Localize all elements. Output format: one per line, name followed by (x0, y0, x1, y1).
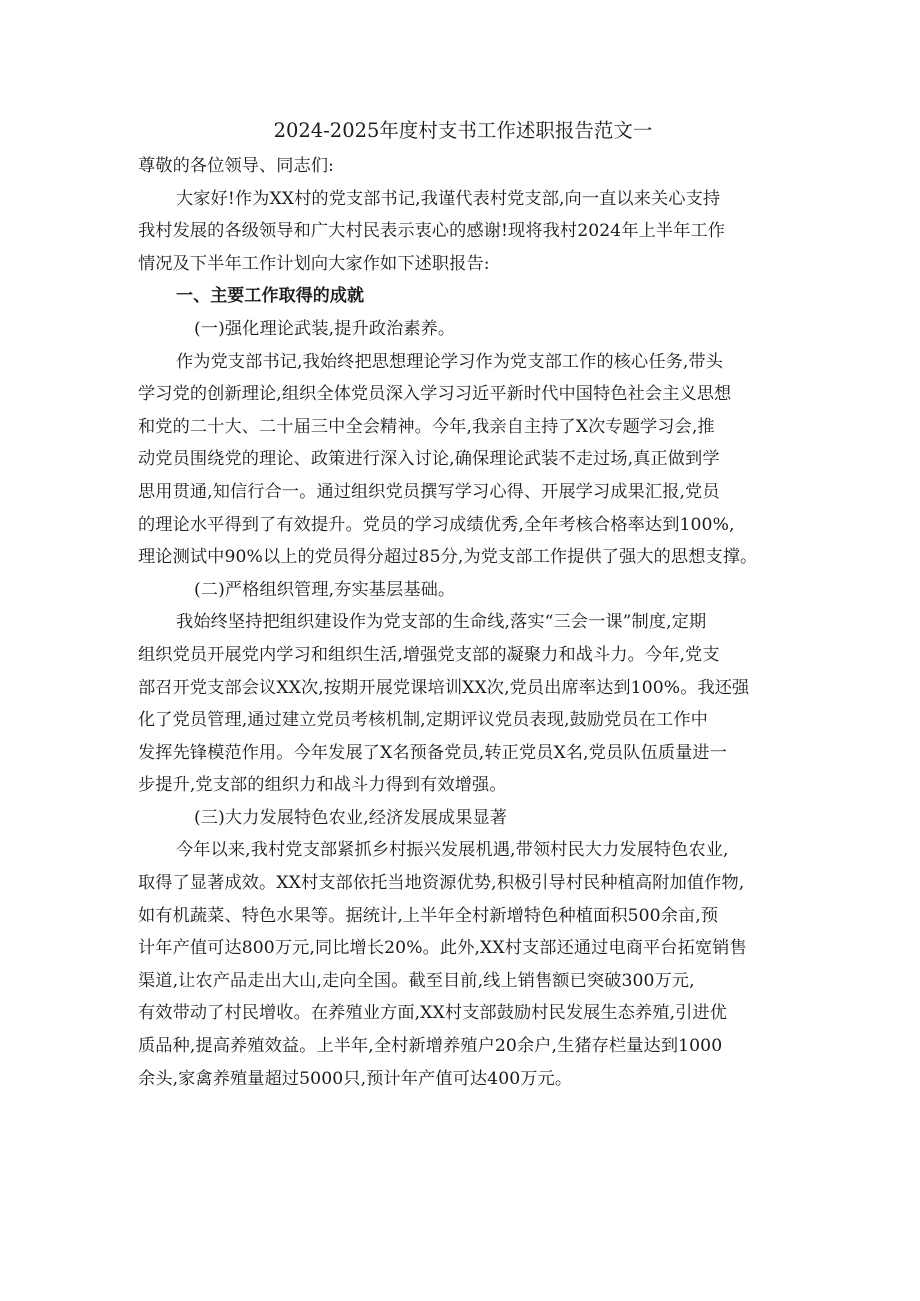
subsection-heading: (三)大力发展特色农业,经济发展成果显著 (194, 807, 508, 828)
section-heading: 一、主要工作取得的成就 (176, 286, 365, 307)
text-line: 部召开党支部会议XX次,按期开展党课培训XX次,党员出席率达到100%。我还强 (138, 677, 750, 698)
text-line: 动党员围绕党的理论、政策进行深入讨论,确保理论武装不走过场,真正做到学 (138, 449, 720, 470)
body-paragraph (138, 346, 788, 574)
salutation: 尊敬的各位领导、同志们: (138, 156, 335, 176)
text-line: 作为党支部书记,我始终把思想理论学习作为党支部工作的核心任务,带头 (176, 351, 724, 372)
text-line: 余头,家禽养殖量超过5000只,预计年产值可达400万元。 (138, 1068, 573, 1089)
text-line: 渠道,让农产品走出大山,走向全国。截至目前,线上销售额已突破300万元, (138, 970, 695, 991)
subsection-heading: (二)严格组织管理,夯实基层基础。 (194, 579, 456, 600)
text-line: 质品种,提高养殖效益。上半年,全村新增养殖户20余户,生猪存栏量达到1000 (138, 1036, 723, 1057)
text-line: 我村发展的各级领导和广大村民表示衷心的感谢!现将我村2024年上半年工作 (138, 221, 726, 242)
text-line: 今年以来,我村党支部紧抓乡村振兴发展机遇,带领村民大力发展特色农业, (176, 840, 729, 861)
text-line: 思用贯通,知信行合一。通过组织党员撰写学习心得、开展学习成果汇报,党员 (138, 481, 720, 502)
text-line: 情况及下半年工作计划向大家作如下述职报告: (138, 253, 490, 274)
text-line: 和党的二十大、二十届三中全会精神。今年,我亲自主持了X次专题学习会,推 (138, 416, 715, 437)
text-line: 发挥先锋模范作用。今年发展了X名预备党员,转正党员X名,党员队伍质量进一 (138, 742, 728, 763)
text-line: 组织党员开展党内学习和组织生活,增强党支部的凝聚力和战斗力。今年,党支 (138, 644, 720, 665)
body-paragraph (138, 834, 788, 1095)
text-line: 有效带动了村民增收。在养殖业方面,XX村支部鼓励村民发展生态养殖,引进优 (138, 1003, 728, 1024)
text-line: 大家好!作为XX村的党支部书记,我谨代表村党支部,向一直以来关心支持 (176, 188, 721, 209)
text-line: 学习党的创新理论,组织全体党员深入学习习近平新时代中国特色社会主义思想 (138, 384, 732, 405)
text-line: 取得了显著成效。XX村支部依托当地资源优势,积极引导村民种植高附加值作物, (138, 873, 745, 894)
text-line: 我始终坚持把组织建设作为党支部的生命线,落实“三会一课”制度,定期 (176, 612, 707, 633)
text-line: 理论测试中90%以上的党员得分超过85分,为党支部工作提供了强大的思想支撑。 (138, 547, 758, 568)
text-line: 如有机蔬菜、特色水果等。据统计,上半年全村新增特色种植面积500余亩,预 (138, 905, 719, 926)
text-line: 的理论水平得到了有效提升。党员的学习成绩优秀,全年考核合格率达到100%, (138, 514, 735, 535)
document-title: 2024-2025年度村支书工作述职报告范文一 (273, 119, 653, 142)
text-line: 化了党员管理,通过建立党员考核机制,定期评议党员表现,鼓励党员在工作中 (138, 710, 708, 731)
document-page (138, 116, 788, 1095)
text-line: 步提升,党支部的组织力和战斗力得到有效增强。 (138, 775, 507, 796)
text-line: 计年产值可达800万元,同比增长20%。此外,XX村支部还通过电商平台拓宽销售 (138, 938, 747, 959)
subsection-heading: (一)强化理论武装,提升政治素养。 (194, 318, 456, 339)
intro-paragraph (138, 183, 788, 281)
body-paragraph (138, 606, 788, 802)
